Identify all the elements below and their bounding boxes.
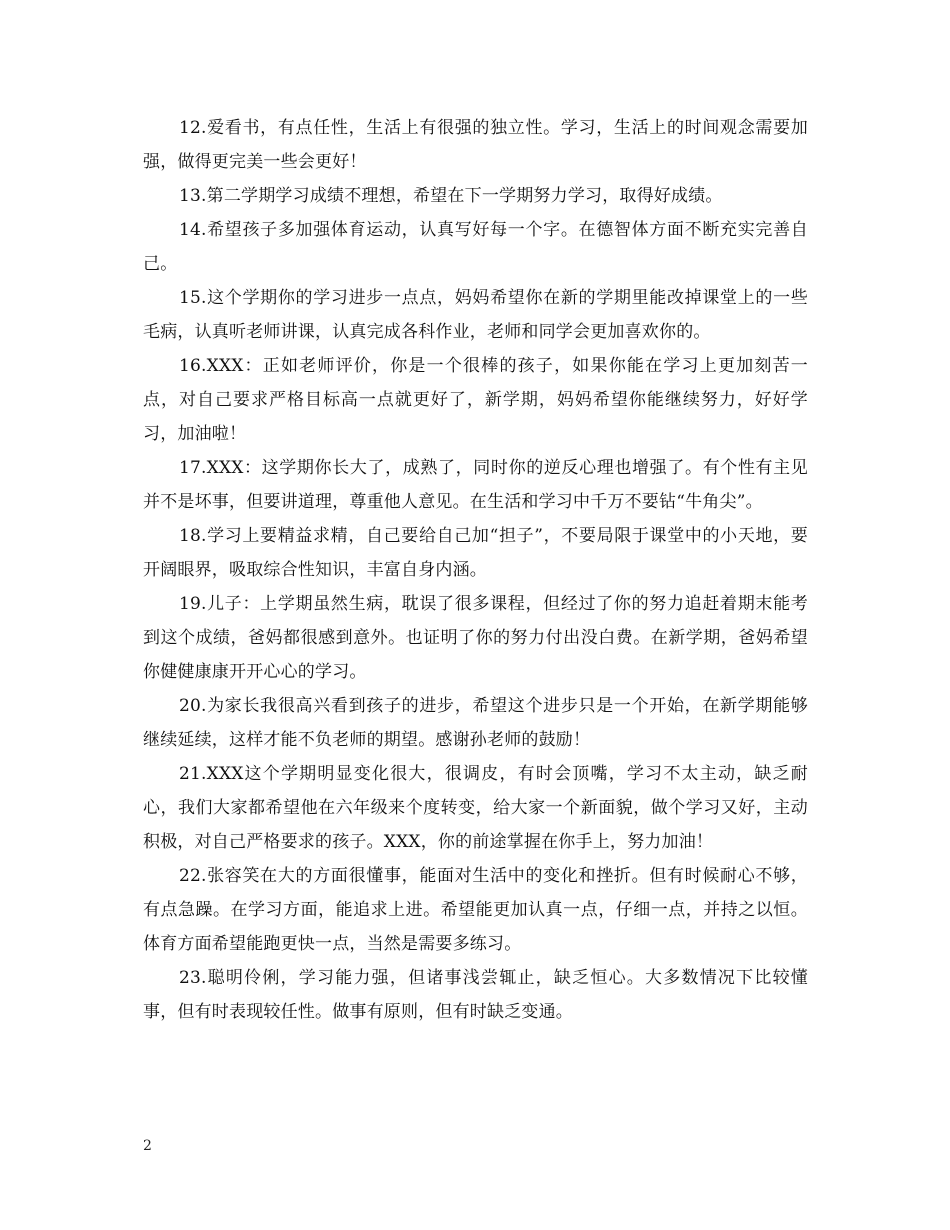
paragraph-14: 14.希望孩子多加强体育运动，认真写好每一个字。在德智体方面不断充实完善自己。 (143, 220, 808, 274)
paragraph-20: 20.为家长我很高兴看到孩子的进步，希望这个进步只是一个开始，在新学期能够继续延续，这样才能不负老师的期望。感谢孙老师的鼓励！ (143, 696, 808, 750)
paragraph-17: 17.XXX：这学期你长大了，成熟了，同时你的逆反心理也增强了。有个性有主见并不是坏事，但要讲道理，尊重他人意见。在生活和学习中千万不要钻“牛角尖”。 (143, 458, 808, 512)
page-number: 2 (143, 1138, 152, 1154)
paragraph-16: 16.XXX：正如老师评价，你是一个很棒的孩子，如果你能在学习上更加刻苦一点，对自己要求严格目标高一点就更好了，新学期，妈妈希望你能继续努力，好好学习，加油啦！ (143, 356, 808, 444)
paragraph-21: 21.XXX这个学期明显变化很大，很调皮，有时会顶嘴，学习不太主动，缺乏耐心，我们大家都希望他在六年级来个度转变，给大家一个新面貌，做个学习又好，主动积极，对自己严格要求的孩子。XXX，你的前途掌握在你手上，努力加油！ (143, 764, 808, 852)
paragraph-15: 15.这个学期你的学习进步一点点，妈妈希望你在新的学期里能改掉课堂上的一些毛病，认真听老师讲课，认真完成各科作业，老师和同学会更加喜欢你的。 (143, 288, 808, 342)
paragraph-12: 12.爱看书，有点任性，生活上有很强的独立性。学习，生活上的时间观念需要加强，做得更完美一些会更好！ (143, 118, 808, 172)
paragraph-19: 19.儿子：上学期虽然生病，耽误了很多课程，但经过了你的努力追赶着期末能考到这个成绩，爸妈都很感到意外。也证明了你的努力付出没白费。在新学期，爸妈希望你健健康康开开心心的学习。 (143, 594, 808, 682)
paragraph-13: 13.第二学期学习成绩不理想，希望在下一学期努力学习，取得好成绩。 (179, 186, 723, 206)
paragraph-18: 18.学习上要精益求精，自己要给自己加“担子”，不要局限于课堂中的小天地，要开阔眼界，吸取综合性知识，丰富自身内涵。 (143, 526, 808, 580)
paragraph-23: 23.聪明伶俐，学习能力强，但诸事浅尝辄止，缺乏恒心。大多数情况下比较懂事，但有时表现较任性。做事有原则，但有时缺乏变通。 (143, 968, 808, 1022)
paragraph-22: 22.张容笑在大的方面很懂事，能面对生活中的变化和挫折。但有时候耐心不够，有点急躁。在学习方面，能追求上进。希望能更加认真一点，仔细一点，并持之以恒。体育方面希望能跑更快一点，当然是需要多练习。 (143, 866, 808, 954)
document-body (143, 111, 808, 1029)
